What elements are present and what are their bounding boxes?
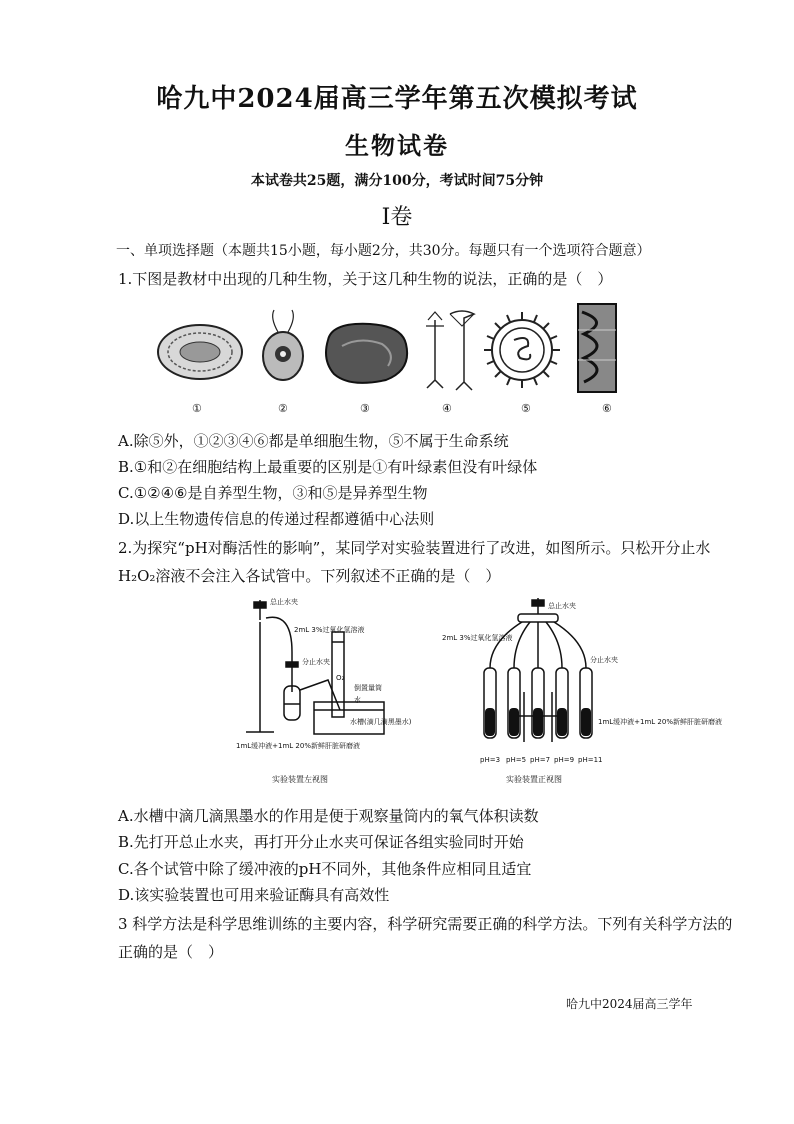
q1-option-c: C.①②④⑥是自养型生物，③和⑤是异养型生物 <box>118 484 428 502</box>
front-ph-label-1: pH=3 <box>480 756 501 764</box>
q2-option-d: D.该实验装置也可用来验证酶具有高效性 <box>118 886 390 904</box>
front-label-tube-content: 1mL缓冲液+1mL 20%新鲜肝脏研磨液 <box>598 718 722 726</box>
organism-label-4: ④ <box>442 402 452 415</box>
left-label-tube-content: 1mL缓冲液+1mL 20%新鲜肝脏研磨液 <box>236 742 360 750</box>
q1-organism-figures <box>150 300 620 395</box>
front-label-clamp-main: 总止水夹 <box>548 602 576 610</box>
exam-info: 本试卷共25题，满分100分，考试时间75分钟 <box>250 173 544 189</box>
volume-label: I卷 <box>381 205 413 230</box>
q2-option-c: C.各个试管中除了缓冲液的pH不同外，其他条件应相同且适宜 <box>118 860 532 878</box>
front-ph-label-3: pH=7 <box>530 756 551 764</box>
organism-1-image <box>158 325 242 379</box>
q1-option-b: B.①和②在细胞结构上最重要的区别是①有叶绿素但没有叶绿体 <box>118 458 538 476</box>
q1-option-a: A.除⑤外，①②③④⑥都是单细胞生物，⑤不属于生命系统 <box>118 432 509 450</box>
q2-figure-left-view <box>232 592 432 792</box>
left-label-clamp-main: 总止水夹 <box>270 598 298 606</box>
left-label-clamp-branch: 分止水夹 <box>302 658 330 666</box>
left-label-tank: 水槽(滴几滴黑墨水) <box>350 718 412 726</box>
subject-title: 生物试卷 <box>345 131 449 160</box>
organism-label-2: ② <box>278 402 288 415</box>
front-label-clamp-branch: 分止水夹 <box>590 656 618 664</box>
front-label-h2o2: 2mL 3%过氧化氢溶液 <box>442 634 513 642</box>
organism-label-3: ③ <box>360 402 370 415</box>
q3-stem-line2: 正确的是（ ） <box>118 943 224 961</box>
left-figure-caption: 实验装置左视图 <box>272 775 328 784</box>
organism-label-6: ⑥ <box>602 402 612 415</box>
q1-option-d: D.以上生物遗传信息的传递过程都遵循中心法则 <box>118 510 435 528</box>
organism-3-image <box>326 324 407 383</box>
left-label-water: 水 <box>354 696 361 704</box>
q2-option-a: A.水槽中滴几滴黑墨水的作用是便于观察量筒内的氧气体积读数 <box>118 807 539 825</box>
left-label-o2: O₂ <box>336 674 345 682</box>
front-ph-label-4: pH=9 <box>554 756 575 764</box>
front-ph-label-2: pH=5 <box>506 756 527 764</box>
q2-stem-line1: 2.为探究“pH对酶活性的影响”，某同学对实验装置进行了改进，如图所示。只松开分止水 <box>118 539 711 557</box>
q1-stem: 1.下图是教材中出现的几种生物，关于这几种生物的说法，正确的是（ ） <box>118 270 613 288</box>
organism-label-1: ① <box>192 402 202 415</box>
organism-5-image <box>484 312 560 388</box>
organism-2-image <box>263 310 303 380</box>
organism-4-image <box>426 311 474 390</box>
q3-stem-line1: 3 科学方法是科学思维训练的主要内容，科学研究需要正确的科学方法。下列有关科学方法的 <box>118 915 733 933</box>
q2-figure-front-view <box>440 592 722 792</box>
front-ph-label-5: pH=11 <box>578 756 603 764</box>
front-figure-caption: 实验装置正视图 <box>506 775 562 784</box>
section-heading: 一、单项选择题（本题共15小题，每小题2分，共30分。每题只有一个选项符合题意） <box>116 243 651 259</box>
organism-label-5: ⑤ <box>521 402 531 415</box>
page-footer: 哈九中2024届高三学年 <box>566 997 693 1011</box>
exam-title: 哈九中2024届高三学年第五次模拟考试 <box>156 84 638 114</box>
q2-option-b: B.先打开总止水夹，再打开分止水夹可保证各组实验同时开始 <box>118 833 524 851</box>
left-label-h2o2: 2mL 3%过氧化氢溶液 <box>294 626 365 634</box>
left-label-cylinder: 倒置量筒 <box>354 684 382 692</box>
organism-6-image <box>578 304 616 392</box>
q2-stem-line2: H₂O₂溶液不会注入各试管中。下列叙述不正确的是（ ） <box>118 567 501 585</box>
